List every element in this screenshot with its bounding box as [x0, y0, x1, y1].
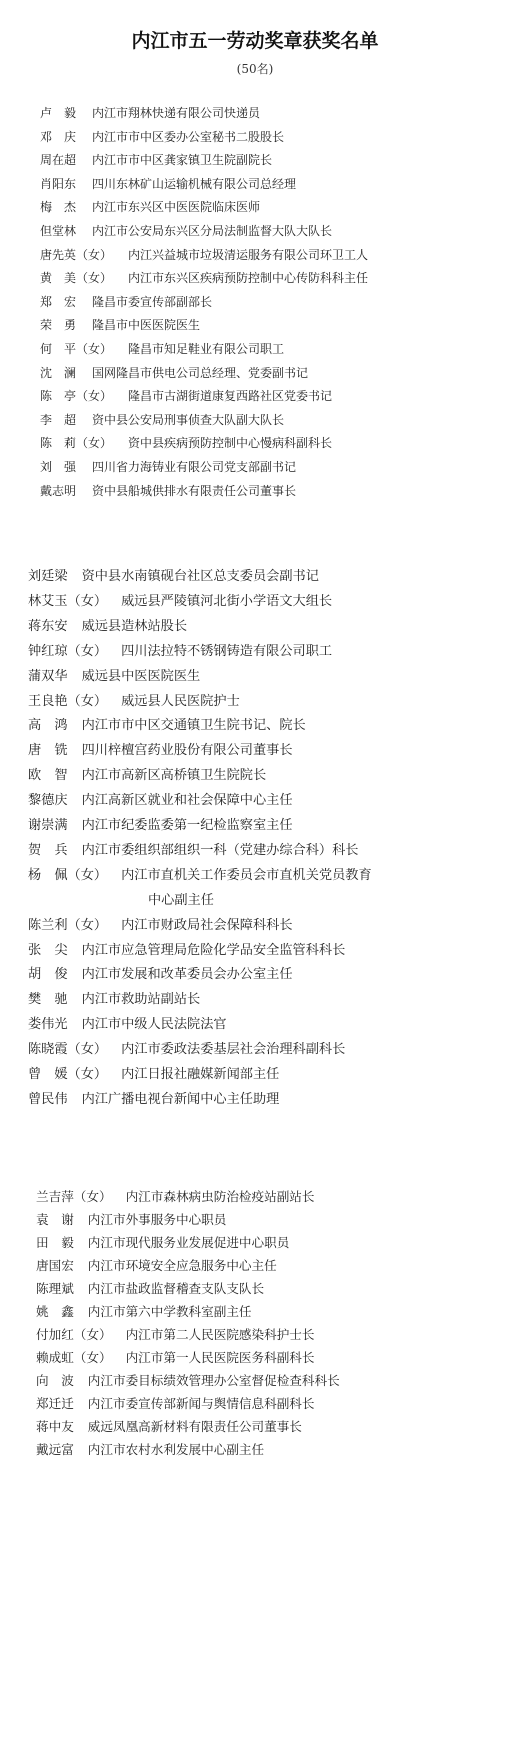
list-item: [36, 1395, 314, 1413]
list-item: [40, 128, 284, 146]
list-item: [28, 1066, 279, 1084]
list-item: [36, 1372, 340, 1390]
awardee-name: 曾 媛（女）: [28, 1067, 108, 1082]
list-item: [36, 1234, 289, 1252]
list-item: [40, 387, 332, 405]
awardee-title: 内江日报社融媒新闻部主任: [121, 1067, 280, 1082]
list-item: [36, 1257, 277, 1275]
awardee-title: 内江高新区就业和社会保障中心主任: [81, 793, 293, 809]
awardee-title: 内江市委目标绩效管理办公室督促检查科科长: [87, 1373, 340, 1388]
awardee-title: 隆昌市委宣传部副部长: [92, 294, 213, 309]
awardee-name: 高 鸿: [28, 718, 68, 734]
list-item: [36, 1418, 302, 1436]
awardee-title: 资中县公安局刑事侦查大队副大队长: [92, 412, 285, 427]
awardee-title: 内江市公安局东兴区分局法制监督大队大队长: [92, 224, 333, 238]
awardee-name: 王良艳（女）: [28, 693, 108, 709]
awardee-title: 内江市环境安全应急服务中心主任: [87, 1258, 277, 1273]
list-item: [28, 568, 319, 586]
list-item: [28, 668, 200, 686]
awardee-name: 荣 勇: [40, 318, 77, 333]
awardee-title: 内江市第六中学教科室副主任: [87, 1304, 252, 1319]
list-item: [40, 293, 212, 311]
awardee-title: 内江市纪委监委第一纪检监察室主任: [81, 818, 293, 833]
awardee-title: 四川梓檀宫药业股份有限公司董事长: [81, 743, 293, 759]
awardee-name: 郑迁迁: [36, 1396, 74, 1411]
list-item: [40, 434, 332, 452]
list-item: [28, 742, 293, 760]
list-item: [40, 364, 308, 382]
list-item: [28, 643, 332, 661]
awardee-name: 曾民伟: [28, 1091, 68, 1107]
awardee-name: 陈晓霞（女）: [28, 1042, 108, 1058]
awardee-title: 内江市现代服务业发展促进中心职员: [87, 1235, 290, 1250]
awardee-title: 内江市委政法委基层社会治理科副科长: [121, 1042, 346, 1058]
awardee-title: 内江兴益城市垃圾清运服务有限公司环卫工人: [128, 247, 369, 262]
list-item: [28, 1091, 279, 1109]
awardee-title: 内江市第一人民医院医务科副科长: [125, 1350, 315, 1365]
awardee-title: 四川法拉特不锈钢铸造有限公司职工: [121, 643, 333, 659]
awardee-name: 欧 智: [28, 768, 68, 784]
awardee-title: 内江市高新区高桥镇卫生院院长: [81, 768, 267, 784]
awardee-name: 郑 宏: [40, 294, 77, 309]
awardee-title: 内江市农村水利发展中心副主任: [87, 1442, 265, 1457]
list-item: [40, 246, 368, 264]
list-item: [40, 151, 272, 169]
awardee-title: 隆昌市中医医院医生: [92, 318, 201, 333]
list-item: [36, 1211, 226, 1229]
list-item: [40, 316, 200, 334]
awardee-title: 国网隆昌市供电公司总经理、党委副书记: [92, 365, 309, 380]
awardee-title: 内江市委组织部组织一科（党建办综合科）科长: [81, 842, 359, 858]
list-item: [28, 693, 240, 711]
awardee-title: 隆昌市知足鞋业有限公司职工: [128, 342, 285, 356]
awardee-title: 威远县严陵镇河北街小学语文大组长: [121, 593, 333, 609]
list-item: [28, 817, 293, 835]
awardee-name: 姚 鑫: [36, 1304, 74, 1319]
awardee-name: 唐 铣: [28, 743, 68, 759]
awardee-title: 威远凤凰高新材料有限责任公司董事长: [87, 1419, 302, 1434]
awardee-title: 内江市直机关工作委员会市直机关党员教育: [121, 867, 372, 883]
awardee-name: 杨 佩（女）: [28, 867, 108, 883]
awardee-title: 内江市东兴区中医医院临床医师: [92, 200, 261, 215]
list-item: [36, 1303, 252, 1321]
awardee-title: 内江市市中区龚家镇卫生院副院长: [92, 153, 273, 168]
awardee-title: 内江市外事服务中心职员: [87, 1212, 227, 1227]
awardee-title: 内江市财政局社会保障科科长: [121, 917, 293, 933]
awardee-name: 蒲双华: [28, 668, 68, 684]
awardee-title-continued: 中心副主任: [148, 892, 214, 908]
awardee-name: 兰吉萍（女）: [36, 1189, 112, 1204]
awardee-title: 内江市委宣传部新闻与舆情信息科副科长: [87, 1396, 315, 1411]
list-item: [36, 1326, 314, 1344]
list-item: [36, 1280, 264, 1298]
awardee-name: 何 平（女）: [40, 342, 113, 356]
awardee-name: 娄伟光: [28, 1017, 68, 1033]
awardee-name: 樊 驰: [28, 992, 68, 1008]
list-item: [36, 1441, 264, 1459]
list-item: [28, 991, 200, 1009]
awardee-name: 蒋东安: [28, 618, 68, 634]
awardee-name: 周在超: [40, 153, 77, 168]
awardee-name: 沈 澜: [40, 365, 77, 380]
awardee-name: 陈 莉（女）: [40, 436, 113, 451]
awardee-title: 内江市应急管理局危险化学品安全监管科科长: [81, 942, 346, 958]
awardee-name: 张 尖: [28, 942, 68, 958]
awardee-title: 内江市中级人民法院法官: [81, 1017, 227, 1033]
awardee-name: 但堂林: [40, 224, 77, 238]
awardee-name: 黄 美（女）: [40, 271, 113, 286]
awardee-name: 谢崇满: [28, 818, 68, 833]
awardee-name: 袁 谢: [36, 1212, 74, 1227]
awardee-name: 胡 俊: [28, 967, 68, 983]
awardee-name: 田 毅: [36, 1235, 74, 1250]
awardee-name: 戴志明: [40, 483, 77, 498]
awardee-title: 内江市盐政监督稽查支队支队长: [87, 1281, 265, 1296]
list-item: [28, 867, 372, 885]
awardee-title: 资中县疾病预防控制中心慢病科副科长: [128, 436, 333, 451]
awardee-name: 唐国宏: [36, 1258, 74, 1273]
awardee-title: 威远县中医医院医生: [81, 668, 201, 684]
awardee-name: 向 波: [36, 1373, 74, 1388]
awardee-name: 钟红琼（女）: [28, 643, 108, 659]
awardee-name: 贺 兵: [28, 842, 68, 858]
list-item: [40, 175, 296, 193]
awardee-title: 内江市翔林快递有限公司快递员: [92, 106, 261, 120]
list-item: [40, 269, 368, 287]
awardee-title: 威远县人民医院护士: [121, 693, 240, 709]
awardee-name: 李 超: [40, 412, 77, 427]
list-item: [28, 1041, 345, 1059]
awardee-name: 梅 杰: [40, 200, 77, 215]
list-item: [40, 482, 296, 500]
awardee-title: 内江市救助站副站长: [81, 992, 201, 1008]
awardee-name: 付加红（女）: [36, 1327, 112, 1342]
awardee-title: 内江市森林病虫防治检疫站副站长: [125, 1189, 315, 1204]
list-item: [28, 966, 293, 984]
list-item: [28, 842, 359, 860]
awardee-name: 蒋中友: [36, 1419, 74, 1434]
awardee-title: 四川省力海铸业有限公司党支部副书记: [92, 460, 297, 474]
list-item: [40, 104, 260, 122]
award-count: (50名): [236, 62, 274, 76]
awardee-name: 肖阳东: [40, 176, 77, 191]
list-item: [28, 717, 306, 735]
awardee-name: 唐先英（女）: [40, 247, 113, 262]
awardee-title: 内江广播电视台新闻中心主任助理: [81, 1091, 280, 1107]
awardee-name: 卢 毅: [40, 106, 77, 120]
awardee-name: 赖成虹（女）: [36, 1350, 112, 1365]
list-item: [28, 792, 293, 810]
list-item: [28, 917, 293, 935]
list-item: [40, 411, 284, 429]
list-item: [28, 1016, 227, 1034]
awardee-name: 陈兰利（女）: [28, 917, 108, 933]
list-item: [40, 222, 332, 240]
awardee-name: 林艾玉（女）: [28, 593, 108, 609]
awardee-title: 内江市发展和改革委员会办公室主任: [81, 967, 293, 983]
list-item: [36, 1188, 314, 1206]
list-item: [40, 458, 296, 476]
awardee-name: 邓 庆: [40, 129, 77, 144]
list-item: [40, 340, 284, 358]
awardee-title: 内江市市中区交通镇卫生院书记、院长: [81, 718, 306, 734]
list-item: [40, 198, 260, 216]
awardee-name: 陈理斌: [36, 1281, 74, 1296]
awardee-name: 陈 亭（女）: [40, 389, 113, 404]
awardee-title: 威远县造林站股长: [81, 618, 188, 634]
awardee-title: 资中县船城供排水有限责任公司董事长: [92, 483, 297, 498]
list-item: [36, 1349, 314, 1367]
list-item: [28, 618, 187, 636]
awardee-title: 内江市市中区委办公室秘书二股股长: [92, 129, 285, 144]
awardee-name: 黎德庆: [28, 793, 68, 809]
page-title: 内江市五一劳动奖章获奖名单: [131, 30, 379, 52]
awardee-name: 刘 强: [40, 460, 77, 474]
awardee-name: 刘廷梁: [28, 569, 68, 584]
awardee-title: 四川东林矿山运输机械有限公司总经理: [92, 176, 297, 191]
awardee-title: 内江市东兴区疾病预防控制中心传防科科主任: [128, 271, 369, 286]
list-item: [28, 767, 266, 785]
awardee-title: 内江市第二人民医院感染科护士长: [125, 1327, 315, 1342]
awardee-title: 隆昌市古湖街道康复西路社区党委书记: [128, 389, 333, 404]
list-item: [28, 593, 332, 611]
list-item: [28, 942, 345, 960]
awardee-title: 资中县水南镇砚台社区总支委员会副书记: [81, 569, 319, 584]
awardee-name: 戴远富: [36, 1442, 74, 1457]
